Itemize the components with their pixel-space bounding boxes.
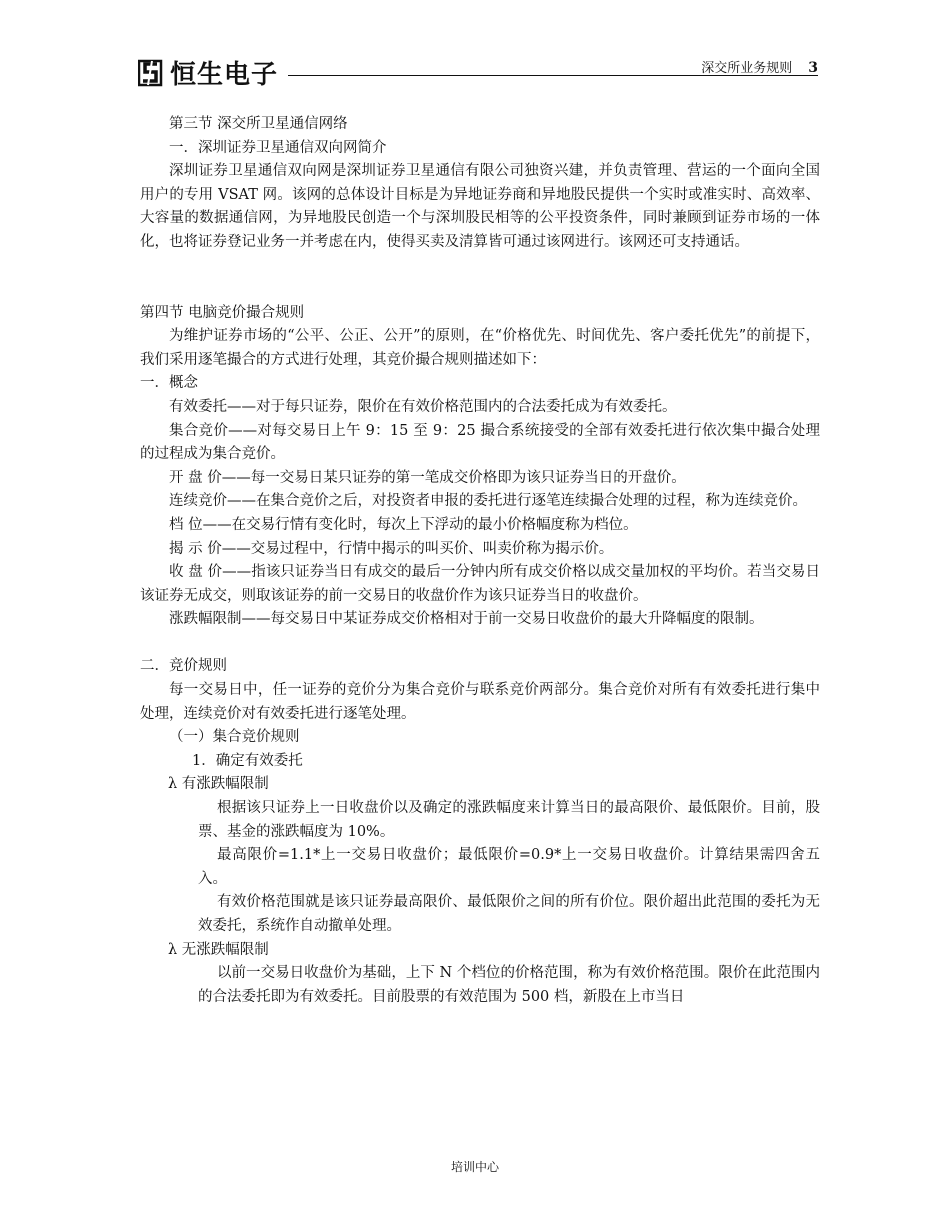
page-number: 3 [808,60,818,76]
with-price-limit-paragraph-3: 有效价格范围就是该只证券最高限价、最低限价之间的所有价位。限价超出此范围的委托为无效委托，系统作自动撤单处理。 [198,894,820,934]
spacer [140,632,820,656]
no-price-limit-heading: λ 无涨跌幅限制 [168,941,269,958]
page-header [138,52,818,88]
with-price-limit-paragraph-1: 根据该只证券上一日收盘价以及确定的涨跌幅度来计算当日的最高限价、最低限价。目前，股票、基金的涨跌幅度为 10%。 [198,800,820,840]
document-body [140,113,820,1009]
definition-close-price: 收 盘 价——指该只证券当日有成交的最后一分钟内所有成交价格以成交量加权的平均价。若当交易日该证券无成交，则取该证券的前一交易日的收盘价作为该只证券当日的收盘价。 [140,564,820,604]
section-3-title: 第三节 深交所卫星通信网络 [169,116,348,132]
definition-display-price: 揭 示 价——交易过程中，行情中揭示的叫买价、叫卖价称为揭示价。 [169,540,614,557]
no-price-limit-paragraph-1: 以前一交易日收盘价为基础，上下 N 个档位的价格范围，称为有效价格范围。限价在此范围内的合法委托即为有效委托。目前股票的有效范围为 500 档，新股在上市当日 [198,965,820,1005]
section-4-title: 第四节 电脑竞价撮合规则 [140,304,305,321]
definition-call-auction: 集合竞价——对每交易日上午 9：15 至 9：25 撮合系统接受的全部有效委托进行依次集中撮合处理的过程成为集合竞价。 [140,422,820,463]
rules-heading: 二．竞价规则 [140,658,227,675]
definition-open-price: 开 盘 价——每一交易日某只证券的第一笔成交价格即为该只证券当日的开盘价。 [169,469,686,486]
rules-intro: 每一交易日中，任一证券的竞价分为集合竞价与联系竞价两部分。集合竞价对所有有效委托进行集中处理，连续竞价对有效委托进行逐笔处理。 [140,682,820,722]
definition-price-limit: 涨跌幅限制——每交易日中某证券成交价格相对于前一交易日收盘价的最大升降幅度的限制。 [169,611,764,628]
definition-valid-order: 有效委托——对于每只证券，限价在有效价格范围内的合法委托成为有效委托。 [169,398,677,415]
step-1-heading: 1．确定有效委托 [192,752,303,769]
call-auction-rules-heading: （一）集合竞价规则 [169,729,300,746]
section-3-paragraph: 深圳证券卫星通信双向网是深圳证券卫星通信有限公司独资兴建，并负责管理、营运的一个面向全国用户的专用 VSAT 网。该网的总体设计目标是为异地证券商和异地股民提供一个实时或准实时、高效率、大容量的数据通信网，为异地股民创造一个与深圳股民相等的公平投资条件，同时兼顾到证券市场的一体化，也将证券登记业务一并考虑在内，使得买卖及清算皆可通过该网进行。该网还可支持通话。 [140,163,820,250]
concept-heading: 一．概念 [140,375,198,392]
page-footer: 培训中心 [450,1160,499,1174]
hundsun-logo-icon [138,59,164,87]
definition-continuous-auction: 连续竞价——在集合竞价之后，对投资者申报的委托进行逐笔连续撮合处理的过程，称为连续竞价。 [169,493,807,510]
with-price-limit-paragraph-2: 最高限价=1.1*上一交易日收盘价；最低限价=0.9*上一交易日收盘价。计算结果需四舍五入。 [198,847,820,887]
definition-tick: 档 位——在交易行情有变化时，每次上下浮动的最小价格幅度称为档位。 [169,516,638,533]
company-logo [138,54,278,91]
document-title: 深交所业务规则 [701,61,793,76]
with-price-limit-heading: λ 有涨跌幅限制 [168,776,269,793]
header-right [701,57,818,76]
company-name: 恒生电子 [170,60,279,90]
section-4-intro: 为维护证券市场的“公平、公正、公开”的原则，在“价格优先、时间优先、客户委托优先”的前提下，我们采用逐笔撮合的方式进行处理，其竞价撮合规则描述如下： [140,328,820,368]
section-3-subtitle: 一．深圳证券卫星通信双向网简介 [169,139,387,156]
spacer [140,255,820,302]
